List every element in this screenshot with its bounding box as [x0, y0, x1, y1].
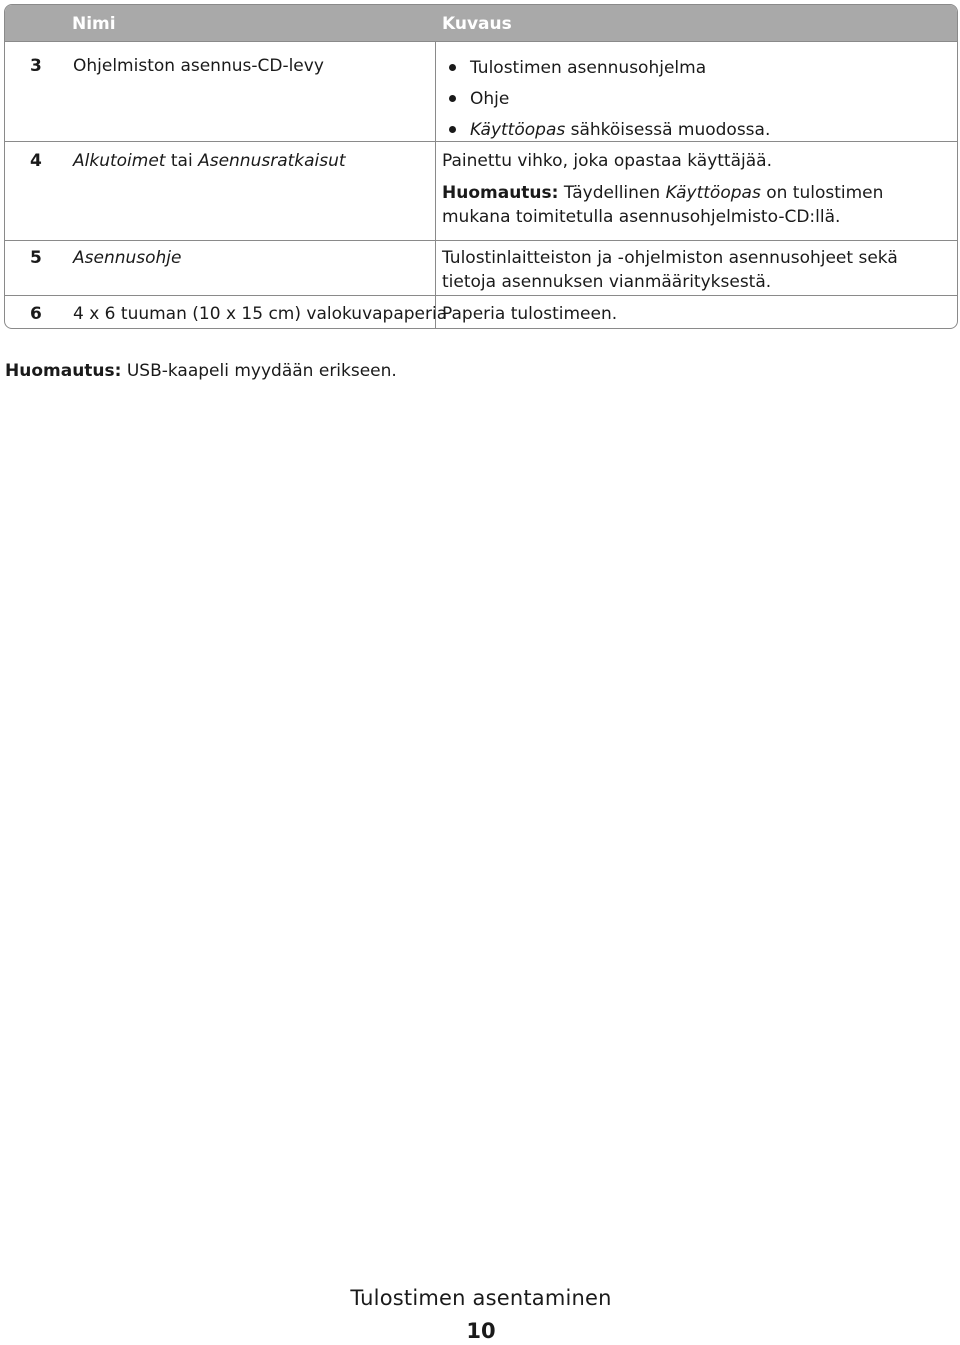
- list-item: Ohje: [442, 87, 952, 118]
- row-description: Painettu vihko, joka opastaa käyttäjää.: [442, 151, 772, 171]
- row-name: Asennusohje: [73, 248, 182, 268]
- row-description: Paperia tulostimeen.: [442, 304, 618, 324]
- row-note: Huomautus: Täydellinen Käyttöopas on tulostimen mukana toimitetulla asennusohjelmisto-CD:llä.: [442, 183, 884, 227]
- table-row: [5, 241, 957, 296]
- contents-table: [4, 4, 958, 329]
- row-number: 4: [30, 151, 42, 171]
- row-number: 6: [30, 304, 42, 324]
- list-item: Käyttöopas sähköisessä muodossa.: [442, 118, 952, 149]
- note-label: Huomautus:: [5, 361, 122, 381]
- bullet-icon: [449, 95, 456, 102]
- footer-title: Tulostimen asentaminen: [350, 1286, 612, 1310]
- bullet-icon: [449, 64, 456, 71]
- table-header: [5, 5, 957, 42]
- usb-note: [5, 361, 397, 381]
- row-name: Ohjelmiston asennus-CD-levy: [73, 56, 324, 76]
- note-text: USB-kaapeli myydään erikseen.: [121, 361, 397, 381]
- bullet-icon: [449, 126, 456, 133]
- row-name: Alkutoimet tai Asennusratkaisut: [73, 151, 346, 171]
- column-divider: [435, 142, 436, 240]
- note-label: Huomautus:: [442, 183, 559, 203]
- row-description: Tulostinlaitteiston ja -ohjelmiston asennusohjeet sekä tietoja asennuksen vianmäärityksestä.: [442, 248, 898, 292]
- row-name: 4 x 6 tuuman (10 x 15 cm) valokuvapaperia: [73, 304, 448, 324]
- row-number: 5: [30, 248, 42, 268]
- column-divider: [435, 41, 436, 141]
- table-row: [5, 142, 957, 241]
- column-divider: [435, 241, 436, 295]
- row-number: 3: [30, 56, 42, 76]
- row-description: [442, 56, 952, 149]
- list-item: Tulostimen asennusohjelma: [442, 56, 952, 87]
- table-row: [5, 41, 957, 142]
- table-row: [5, 296, 957, 329]
- page-number: 10: [466, 1319, 496, 1343]
- header-description: Kuvaus: [442, 14, 512, 34]
- header-name: Nimi: [72, 14, 116, 34]
- bullet-list: [442, 56, 952, 149]
